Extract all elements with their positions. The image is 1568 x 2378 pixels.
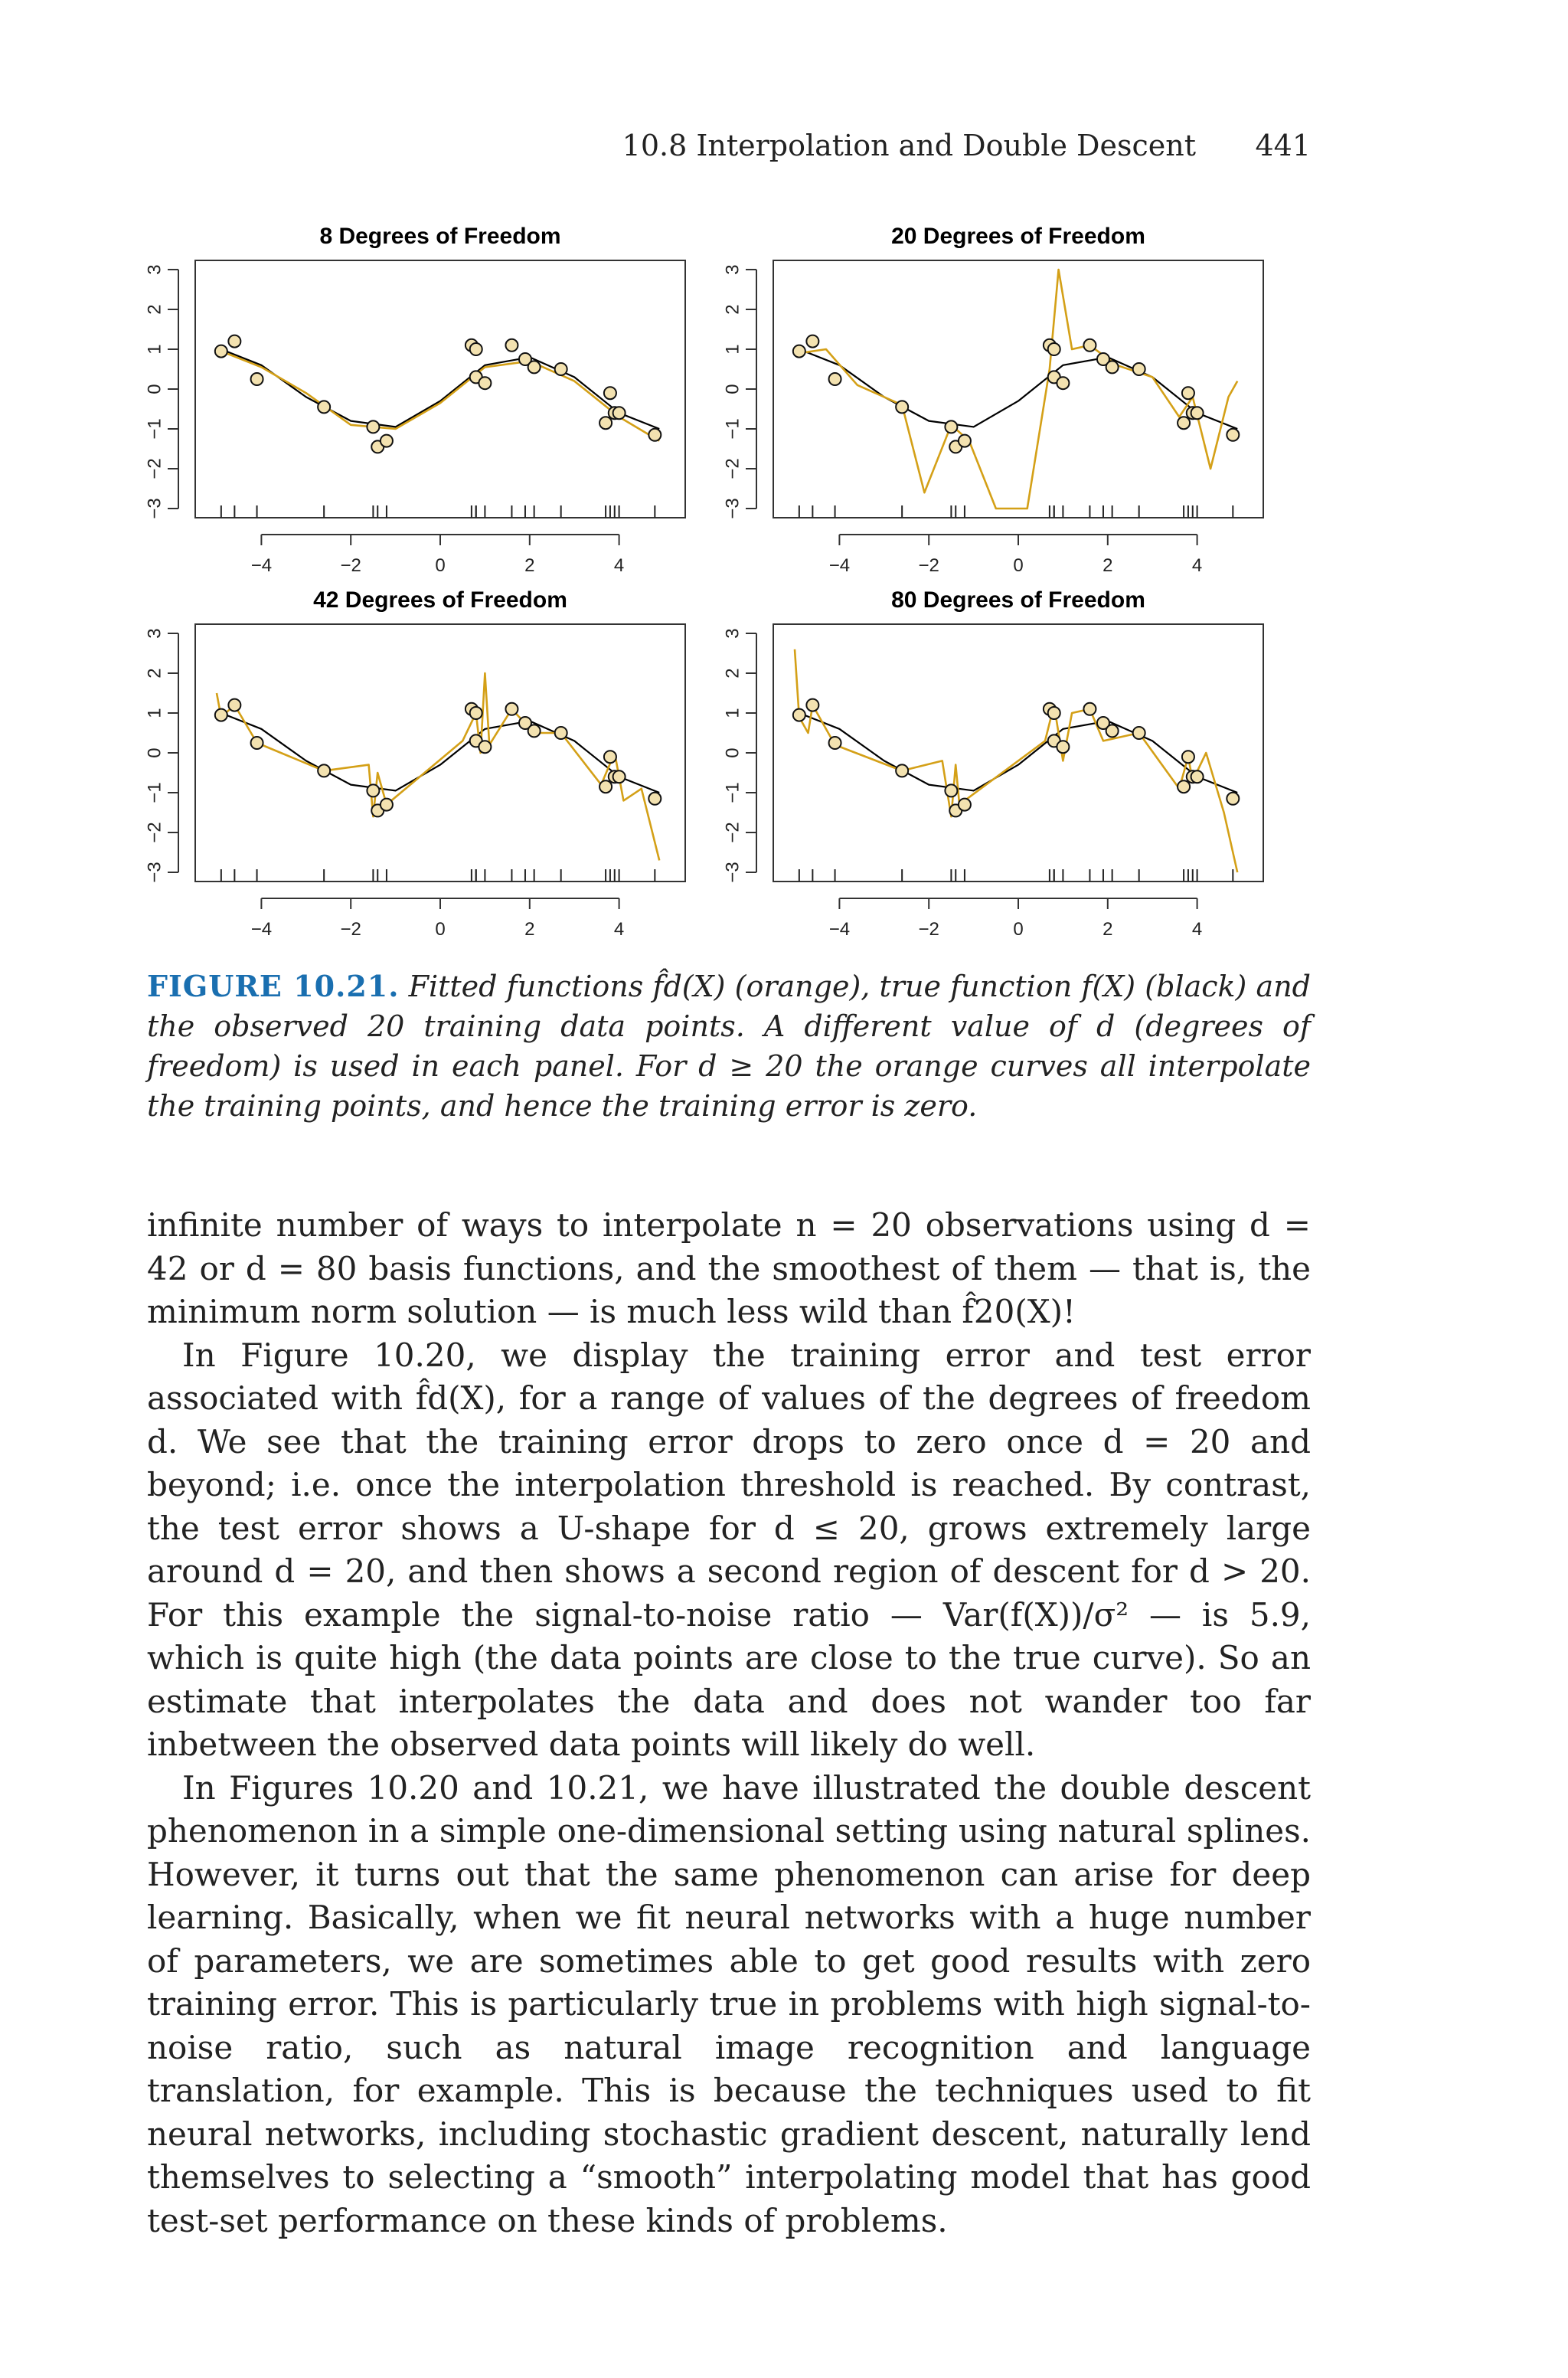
data-point (1048, 343, 1060, 355)
data-point (528, 725, 541, 737)
data-point (1057, 741, 1069, 753)
data-point (318, 401, 330, 413)
data-point (1106, 361, 1119, 373)
x-tick-label: −2 (918, 919, 939, 940)
data-point (1106, 725, 1119, 737)
data-point (1227, 429, 1239, 441)
y-tick-label: 2 (144, 304, 165, 315)
data-point (505, 339, 518, 352)
data-point (228, 335, 240, 348)
data-point (648, 793, 661, 805)
data-point (604, 387, 616, 399)
fitted-function-line (221, 352, 659, 441)
x-tick-label: 2 (1102, 555, 1113, 576)
y-tick-label: −1 (144, 418, 165, 440)
y-tick-label: −2 (144, 822, 165, 843)
y-tick-label: −1 (722, 418, 743, 440)
paragraph-1: infinite number of ways to interpolate n = 20 observations using d = 42 or d = 80 basis functions, and the smoothest of them — that is, the minimum norm solution — is much less wild than f̂20(X)! (147, 1206, 1311, 1330)
data-point (829, 737, 841, 749)
x-tick-label: 0 (435, 919, 446, 940)
y-tick-label: −2 (722, 822, 743, 843)
fitted-function-line (799, 270, 1237, 509)
data-point (215, 709, 227, 721)
data-point (806, 699, 818, 711)
paragraph-3: In Figures 10.20 and 10.21, we have illustrated the double descent phenomenon in a simple one-dimensional setting using natural splines. However, it turns out that the same phenomenon can arise for deep learning. Basically, when we fit neural networks with a huge number of parameters, we are sometimes able to get good results with zero training error. This is particularly true in problems with high signal-to-noise ratio, such as natural image recognition and language translation, for example. This is because the techniques used to fit neural networks, including stochastic gradient descent, naturally lend themselves to selecting a “smooth” interpolating model that has good test-set performance on these kinds of problems. (147, 1768, 1311, 2239)
data-point (479, 741, 491, 753)
data-point (367, 420, 379, 433)
y-tick-label: 0 (144, 384, 165, 394)
data-point (959, 799, 971, 811)
y-tick-label: −1 (144, 782, 165, 803)
x-tick-label: −4 (250, 919, 273, 940)
data-point (381, 435, 393, 447)
data-point (959, 435, 971, 447)
x-tick-label: −2 (918, 555, 939, 576)
data-point (367, 784, 379, 796)
data-point (1191, 407, 1204, 419)
y-tick-label: −3 (144, 498, 165, 519)
figure-caption (147, 967, 1311, 1126)
data-point (945, 784, 957, 796)
panel-title: 42 Degrees of Freedom (313, 587, 567, 613)
data-point (1178, 417, 1190, 429)
data-point (555, 727, 567, 739)
chart-panel-2 (722, 224, 1263, 576)
page-number: 441 (1255, 129, 1311, 162)
data-point (479, 377, 491, 389)
data-point (1182, 751, 1194, 763)
x-tick-label: 2 (1102, 919, 1113, 940)
true-function-line (799, 713, 1237, 793)
fitted-function-line (795, 649, 1237, 872)
x-tick-label: −4 (828, 555, 851, 576)
data-point (251, 737, 263, 749)
y-tick-label: −3 (722, 498, 743, 519)
y-tick-label: −3 (144, 862, 165, 883)
data-point (228, 699, 240, 711)
y-tick-label: 2 (722, 668, 743, 679)
series-group (217, 673, 659, 860)
chart-panel-3 (144, 587, 685, 940)
data-point (1182, 387, 1194, 399)
x-tick-label: −4 (250, 555, 273, 576)
y-tick-label: 3 (144, 628, 165, 639)
x-tick-label: 4 (613, 555, 625, 576)
data-point (1083, 339, 1096, 352)
series-group (799, 270, 1237, 509)
y-tick-label: −3 (722, 862, 743, 883)
data-point (1227, 793, 1239, 805)
body-text (147, 1204, 1311, 2242)
data-point (251, 373, 263, 385)
true-function-line (221, 349, 659, 429)
panel-title: 8 Degrees of Freedom (319, 224, 561, 249)
caption-text: Fitted functions f̂d(X) (orange), true function f(X) (black) and the observed 20 training data points. A different value of d (degrees of freedom) is used in each panel. For d ≥ 20 the orange curves all interpolate the training points, and hence the training error is zero. (147, 970, 1311, 1123)
x-tick-label: 2 (524, 919, 535, 940)
series-group (795, 649, 1237, 872)
y-tick-label: 0 (722, 384, 743, 394)
data-point (829, 373, 841, 385)
data-point (613, 770, 626, 783)
data-point (1133, 363, 1145, 375)
y-tick-label: 3 (722, 264, 743, 275)
y-tick-label: 1 (144, 344, 165, 355)
data-point (945, 420, 957, 433)
y-tick-label: 2 (722, 304, 743, 315)
x-tick-label: 0 (1013, 555, 1024, 576)
chart-panel-4 (722, 587, 1263, 940)
y-tick-label: 1 (722, 344, 743, 355)
data-point (806, 335, 818, 348)
data-point (318, 764, 330, 777)
data-point (528, 361, 541, 373)
y-tick-label: −2 (144, 458, 165, 479)
x-tick-label: −2 (340, 919, 361, 940)
x-tick-label: 4 (1191, 919, 1203, 940)
data-point (1048, 707, 1060, 719)
data-point (1083, 703, 1096, 715)
data-point (470, 707, 482, 719)
y-tick-label: 1 (144, 708, 165, 718)
data-point (1133, 727, 1145, 739)
section-title: 10.8 Interpolation and Double Descent (622, 129, 1196, 162)
caption-label: FIGURE 10.21. (147, 969, 400, 1003)
panel-title: 80 Degrees of Freedom (891, 587, 1145, 613)
x-tick-label: 0 (435, 555, 446, 576)
y-tick-label: 3 (144, 264, 165, 275)
paragraph-2: In Figure 10.20, we display the training error and test error associated with f̂d(X), for a range of values of the degrees of freedom d. We see that the training error drops to zero once d = 20 and beyond; i.e. once the interpolation threshold is reached. By contrast, the test error shows a U-shape for d ≤ 20, grows extremely large around d = 20, and then shows a second region of descent for d > 20. For this example the signal-to-noise ratio — Var(f(X))/σ² — is 5.9, which is quite high (the data points are close to the true curve). So an estimate that interpolates the data and does not wander too far inbetween the observed data points will likely do well. (147, 1336, 1311, 1763)
x-tick-label: 2 (524, 555, 535, 576)
data-point (555, 363, 567, 375)
x-tick-label: 4 (1191, 555, 1203, 576)
data-point (896, 401, 908, 413)
y-tick-label: 2 (144, 668, 165, 679)
data-point (505, 703, 518, 715)
data-point (604, 751, 616, 763)
panel-title: 20 Degrees of Freedom (891, 224, 1145, 249)
data-point (381, 799, 393, 811)
data-point (1178, 780, 1190, 793)
true-function-line (221, 713, 659, 793)
figure-10-21 (138, 207, 1302, 942)
y-tick-label: 3 (722, 628, 743, 639)
data-point (1057, 377, 1069, 389)
data-point (793, 709, 805, 721)
data-point (613, 407, 626, 419)
x-tick-label: 4 (613, 919, 625, 940)
chart-panel-1 (144, 224, 685, 576)
y-tick-label: −1 (722, 782, 743, 803)
y-tick-label: 1 (722, 708, 743, 718)
series-group (221, 349, 659, 441)
data-point (793, 345, 805, 358)
y-tick-label: −2 (722, 458, 743, 479)
y-tick-label: 0 (144, 747, 165, 758)
data-point (599, 780, 612, 793)
data-point (215, 345, 227, 358)
data-point (1191, 770, 1204, 783)
x-tick-label: 0 (1013, 919, 1024, 940)
y-tick-label: 0 (722, 747, 743, 758)
x-tick-label: −2 (340, 555, 361, 576)
data-point (470, 343, 482, 355)
data-point (648, 429, 661, 441)
running-header (147, 129, 1311, 167)
data-point (599, 417, 612, 429)
data-point (896, 764, 908, 777)
x-tick-label: −4 (828, 919, 851, 940)
